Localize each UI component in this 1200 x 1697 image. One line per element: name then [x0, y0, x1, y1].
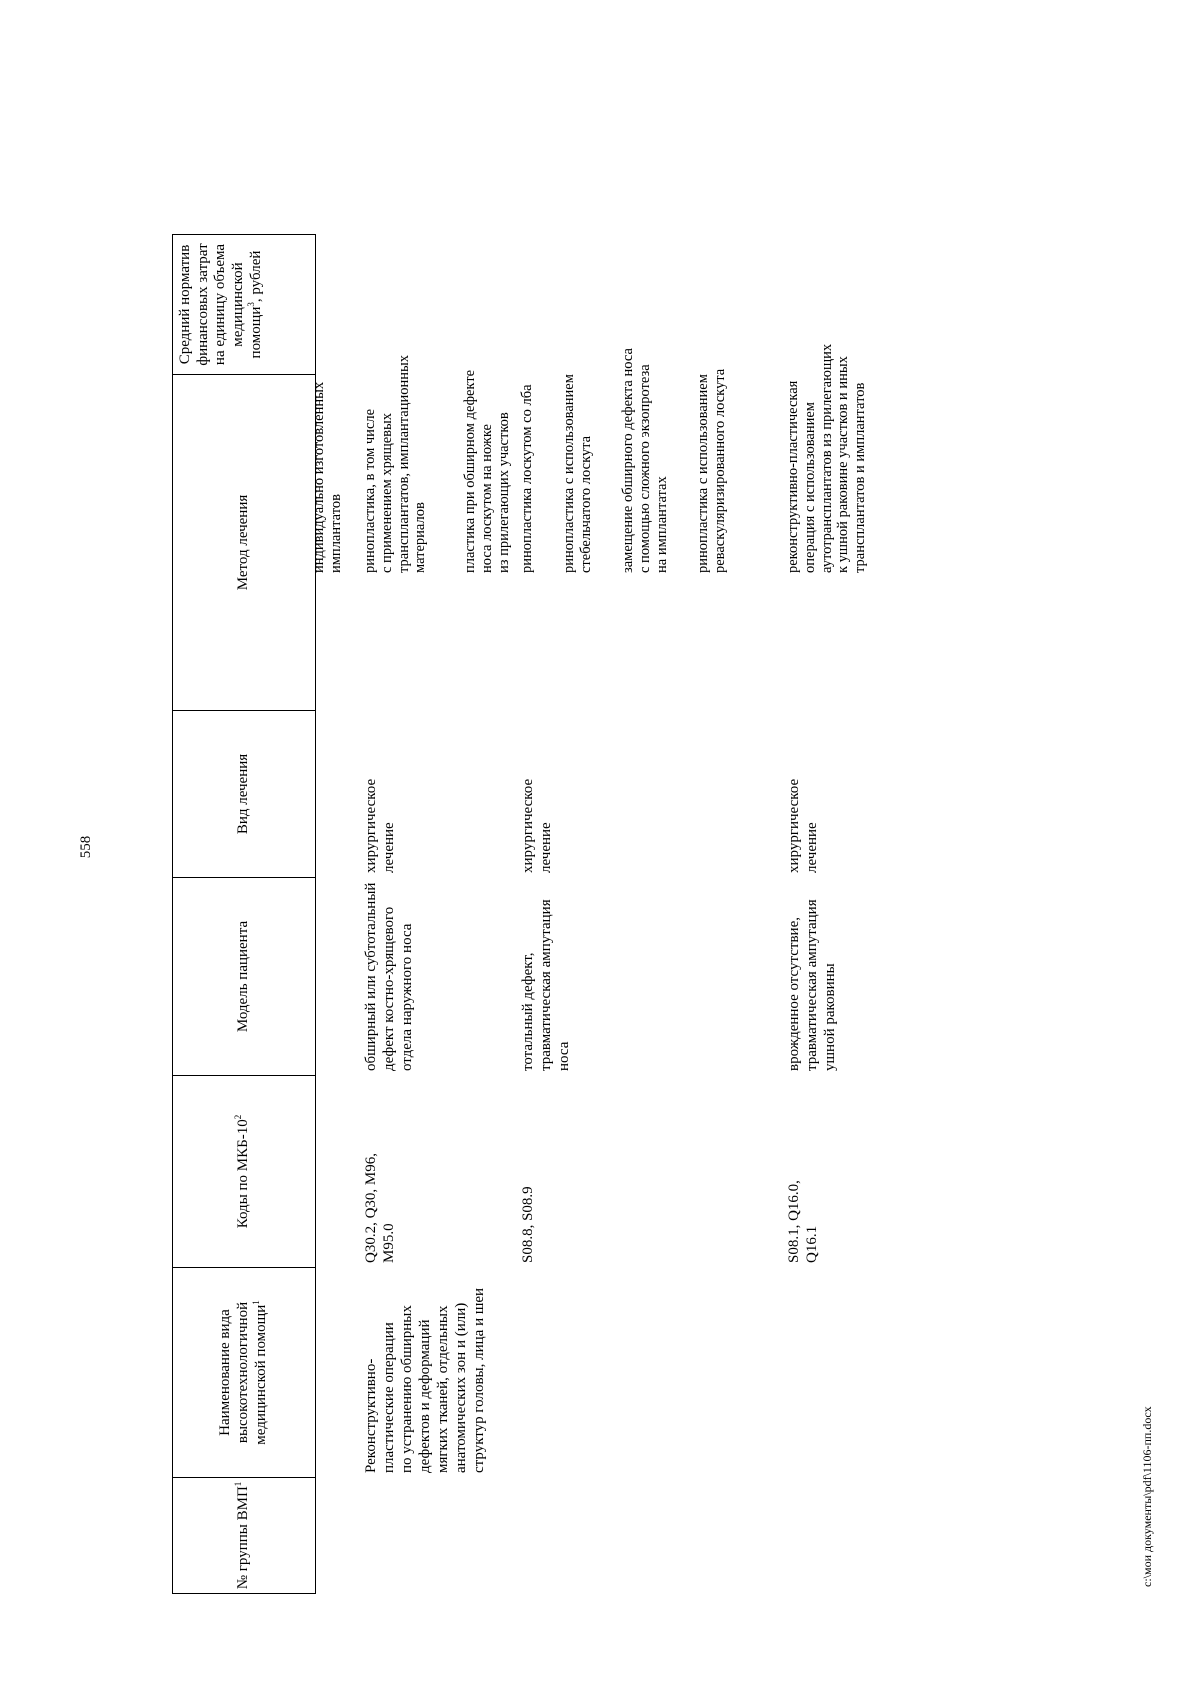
table-header: [172, 234, 316, 1594]
row1-model: обширный или субтотальный дефект костно-хрящевого отдела наружного носа: [363, 882, 415, 1071]
treatment-kind-name: Реконструктивно- пластические операции по устранению обширных дефектов и деформаций мягких тканей, отдельных анатомических зон и (или) структур головы, лица и шеи: [363, 1287, 487, 1473]
row2-method-3: замещение обширного дефекта носа с помощью сложного экзопротеза на имплантатах: [620, 348, 670, 573]
row1-method-1: ринопластика, в том числе с применением хрящевых трансплантатов, имплантационных материалов: [362, 354, 429, 573]
row1-type: хирургическое лечение: [363, 778, 397, 873]
row2-model: тотальный дефект, травматическая ампутация носа: [520, 899, 572, 1071]
header-codes: Коды по МКБ-$10^2$: [173, 1076, 316, 1268]
page-number: 558: [78, 835, 94, 859]
row3-model: врожденное отсутствие, травматическая ампутация ушной раковины: [786, 899, 838, 1071]
header-name: Наименование вида высокотехнологичной медицинской помощи$^1$: [173, 1268, 316, 1478]
row3-method-1: реконструктивно-пластическая операция с использованием аутотрансплантатов из прилегающих к ушной раковине участков и иных трансплантатов и имплантатов: [785, 343, 869, 573]
header-type: Вид лечения: [173, 711, 316, 878]
file-path-footer: c:\мои документы\pdf\1106-пп.docx: [1140, 1406, 1154, 1587]
row3-type: хирургическое лечение: [786, 778, 820, 873]
row1-method-2: пластика при обширном дефекте носа лоскутом на ножке из прилегающих участков: [462, 369, 512, 573]
row2-method-1: ринопластика лоскутом со лба: [519, 384, 535, 573]
row2-type: хирургическое лечение: [520, 778, 554, 873]
method-continuation: индивидуально изготовленных имплантатов: [311, 381, 344, 573]
row2-method-4: ринопластика с использованием реваскуляризированного лоскута: [695, 368, 728, 573]
header-method: Метод лечения: [173, 375, 316, 711]
header-cost: Средний норматив финансовых затрат на единицу объема медицинской помощи$^3$, рублей: [173, 235, 316, 375]
row3-codes: S08.1, Q16.0, Q16.1: [786, 1180, 820, 1263]
row1-codes: Q30.2, Q30, M96, M95.0: [363, 1152, 397, 1263]
row2-codes: S08.8, S08.9: [520, 1186, 536, 1263]
header-group: № группы ВМП$^1$: [173, 1478, 316, 1594]
row2-method-2: ринопластика с использованием стебельчатого лоскута: [561, 374, 594, 573]
header-model: Модель пациента: [173, 878, 316, 1076]
